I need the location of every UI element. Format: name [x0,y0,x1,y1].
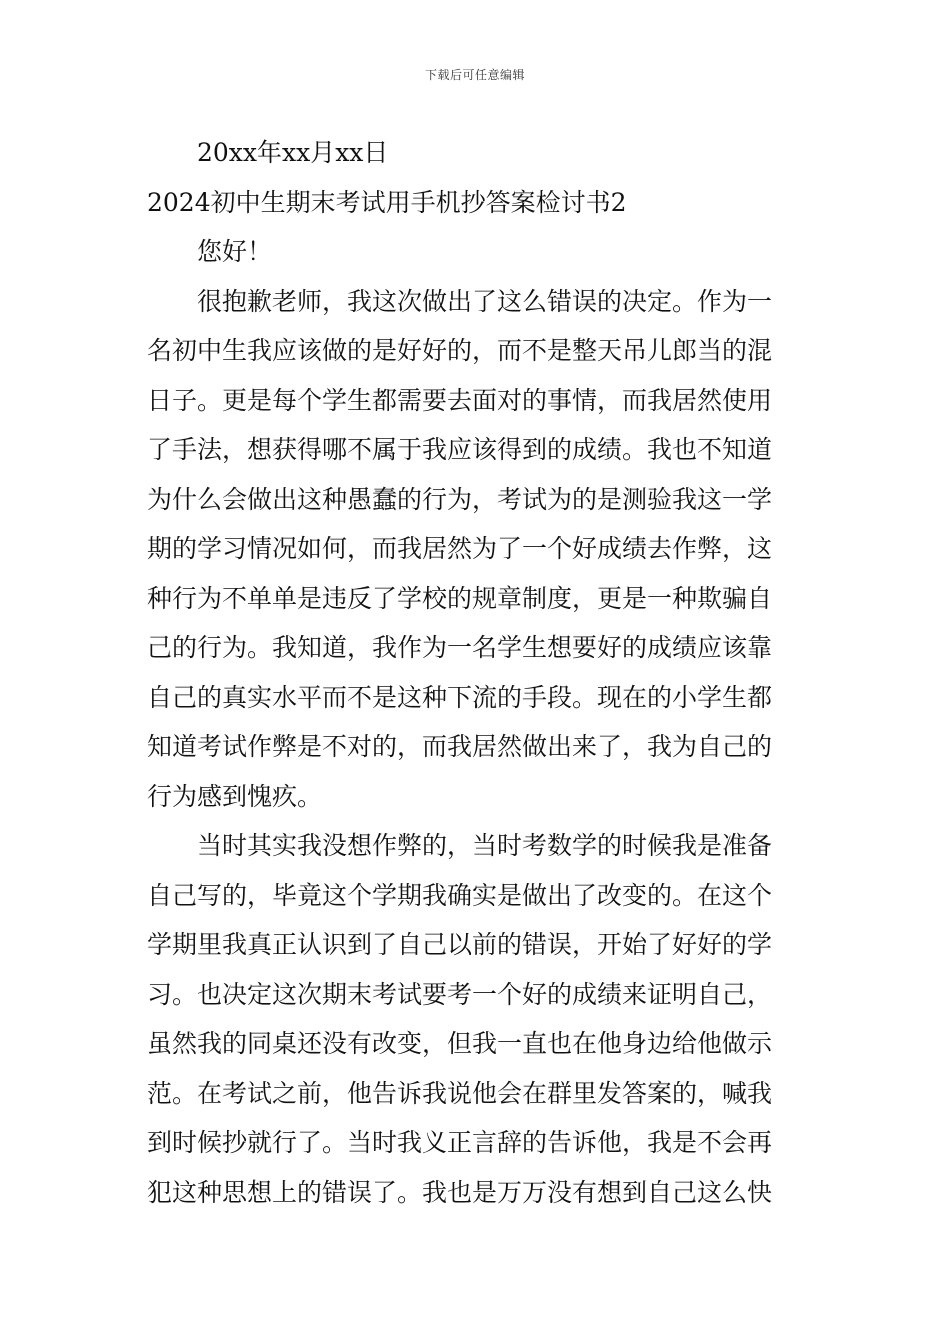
paragraph-line: 名初中生我应该做的是好好的，而不是整天吊儿郎当的混 [147,336,773,365]
paragraph-line: 了手法，想获得哪不属于我应该得到的成绩。我也不知道 [147,435,773,464]
paragraph-line: 种行为不单单是违反了学校的规章制度，更是一种欺骗自 [147,583,773,613]
paragraph-line: 犯这种思想上的错误了。我也是万万没有想到自己这么快 [147,1177,773,1207]
paragraph-line: 己的行为。我知道，我作为一名学生想要好的成绩应该靠 [147,633,773,662]
paragraph-line: 期的学习情况如何，而我居然为了一个好成绩去作弊，这 [147,534,773,563]
document-title: 2024初中生期末考试用手机抄答案检讨书2 [147,187,627,217]
paragraph-line: 自己的真实水平而不是这种下流的手段。现在的小学生都 [147,682,773,712]
paragraph-line: 学期里我真正认识到了自己以前的错误，开始了好好的学 [147,930,773,959]
document-body [147,128,807,1217]
paragraph-line: 为什么会做出这种愚蠢的行为，考试为的是测验我这一学 [147,484,773,514]
date-line: 20xx年xx月xx日 [197,138,389,167]
paragraph-line: 虽然我的同桌还没有改变，但我一直也在他身边给他做示 [147,1029,773,1058]
paragraph-line: 行为感到愧疚。 [147,781,323,811]
paragraph-line: 日子。更是每个学生都需要去面对的事情，而我居然使用 [147,385,773,415]
paragraph-2 [147,821,807,1217]
greeting: 您好！ [197,237,273,266]
paragraph-1 [147,277,807,822]
paragraph-line: 习。也决定这次期末考试要考一个好的成绩来证明自己， [147,979,773,1009]
paragraph-line: 到时候抄就行了。当时我义正言辞的告诉他，我是不会再 [147,1128,773,1157]
paragraph-line: 自己写的，毕竟这个学期我确实是做出了改变的。在这个 [147,880,773,910]
paragraph-line: 范。在考试之前，他告诉我说他会在群里发答案的，喊我 [147,1078,773,1108]
paragraph-line: 知道考试作弊是不对的，而我居然做出来了，我为自己的 [147,732,773,761]
header-note: 下载后可任意编辑 [424,68,525,82]
paragraph-line: 很抱歉老师，我这次做出了这么错误的决定。作为一 [197,286,773,316]
paragraph-line: 当时其实我没想作弊的，当时考数学的时候我是准备 [197,831,773,860]
